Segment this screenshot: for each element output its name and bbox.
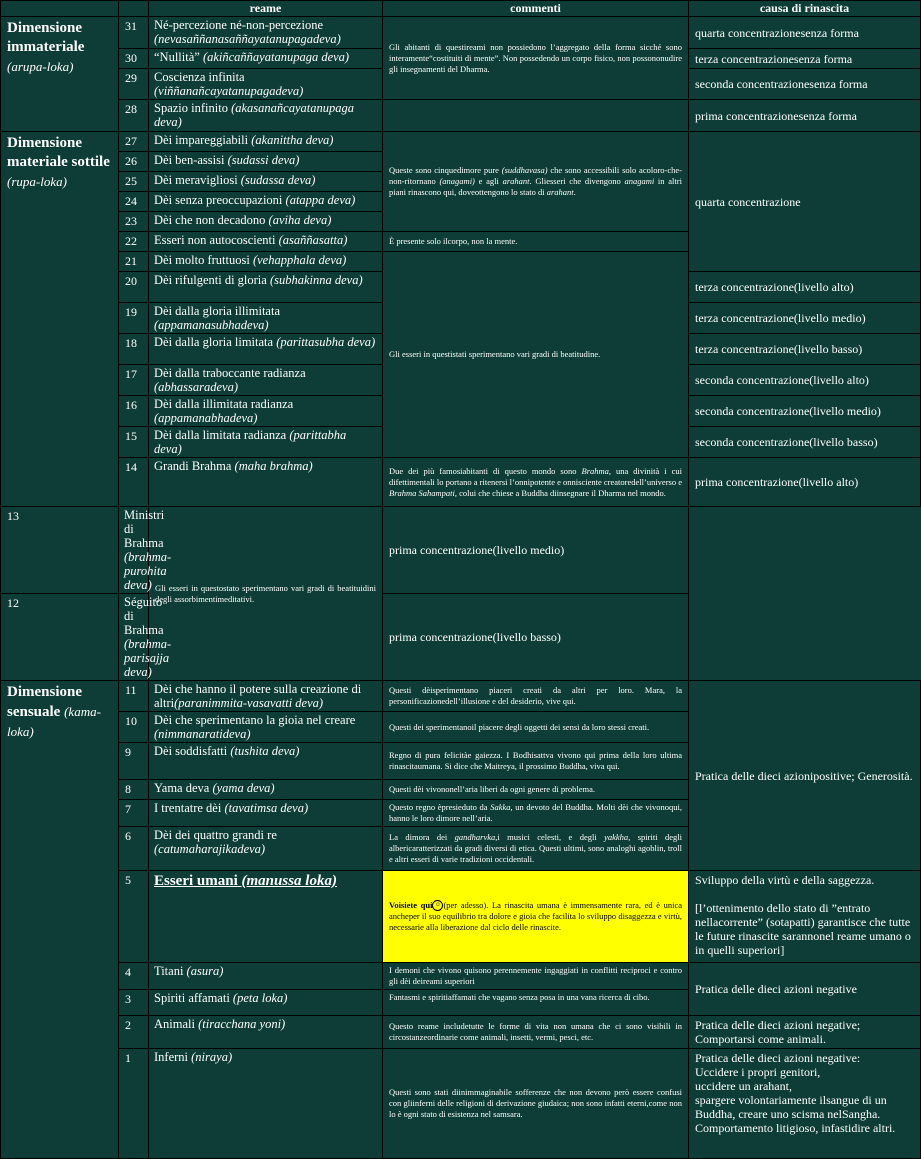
realm-pali: (parittabha deva)	[154, 428, 347, 456]
realm-name	[149, 990, 383, 1016]
comment-term: arahant	[502, 176, 530, 186]
comment-text: , colui che chiese a Buddha diinsegnare il Dharma nel mondo.	[454, 487, 666, 498]
realm-label: Esseri non autocoscienti	[154, 233, 276, 247]
sphere-immaterial	[1, 17, 119, 132]
realm-name	[149, 780, 383, 800]
realm-label: Dèi senza preoccupazioni	[154, 193, 283, 207]
realm-name	[149, 800, 383, 827]
realm-pali: (akasanañcayatanupaga deva)	[154, 101, 354, 129]
comment-text: La dimora dei	[389, 832, 455, 842]
comment-text: che sono accessibili solo acoloro-che-non-ritornano	[389, 165, 682, 186]
sphere-material	[1, 132, 119, 507]
cause-18: terza concentrazione(livello basso)	[689, 334, 921, 365]
cause-5	[689, 871, 921, 963]
comment-9: Regno di pura felicitàe gaiezza. I Bodhisattva vivono qui prima della loro ultima rinascitaumana. Si dice che Maitreya, il prossimo Buddha, viva qui.	[383, 743, 689, 780]
cause-13: prima concentrazione(livello medio)	[383, 507, 689, 594]
realm-name	[149, 172, 383, 192]
comment-28	[383, 100, 689, 132]
comment-31-29: Gli abitanti di questireami non possiedono l’aggregato della forma sicché sono interamente“costituiti di mente”. Non possedendo un corpo fisico, non possononudire gli insegnamenti del Dharma.	[383, 17, 689, 100]
realm-number: 7	[119, 800, 149, 827]
comment-term: Brahma	[581, 465, 609, 476]
comment-term: yakkha	[604, 832, 629, 842]
realm-name	[149, 396, 383, 427]
table-row	[1, 681, 921, 712]
cause-4-3: Pratica delle dieci azioni negative	[689, 963, 921, 1016]
realm-number: 1	[119, 1049, 149, 1159]
cause-15: seconda concentrazione(livello basso)	[689, 427, 921, 458]
realm-label: Séguito di Brahma	[124, 595, 164, 637]
comment-14	[383, 458, 689, 507]
sphere-title: Dimensione sensuale	[7, 684, 82, 720]
comment-text: in altri piani rinascono qui, doveottengono lo stato di	[389, 176, 682, 197]
comment-term: gandharvka	[454, 832, 496, 842]
cause-14: prima concentrazione(livello alto)	[689, 458, 921, 507]
realm-label: Dèi dalla illimitata radianza	[154, 397, 294, 411]
sphere-subtitle: (kama-loka)	[7, 704, 101, 739]
realm-label: Spiriti affamati	[154, 991, 230, 1005]
realm-label: Dèi meravigliosi	[154, 173, 238, 187]
realm-pali: (abhassaradeva)	[154, 380, 239, 394]
realm-number: 14	[119, 458, 149, 507]
realm-label: Dèi ben-assisi	[154, 153, 225, 167]
realm-pali: (brahma-purohita deva)	[124, 550, 172, 592]
realm-number: 17	[119, 365, 149, 396]
cause-line: [l’ottenimento dello stato di ”entrato nellacorrente” (sotapatti) garantisce che tutte le future rinascite sarannonel reame umano o in quelli superiori]	[695, 901, 911, 957]
comment-text: . Gliesseri che divengono	[529, 176, 625, 186]
realm-name	[149, 49, 383, 69]
realm-pali: (paranimmita-vasavatti deva)	[174, 696, 324, 710]
cause-19: terza concentrazione(livello medio)	[689, 303, 921, 334]
realm-name	[149, 69, 383, 100]
realm-number: 4	[119, 963, 149, 990]
realm-label: Spazio infinito	[154, 101, 228, 115]
realm-name	[149, 272, 383, 303]
comment-text: , una divinità i cui difettimentali lo portano a ritenersi l’onnipotente e onnisciente creatoredell’universo e	[389, 465, 682, 487]
cause-30: terza concentrazionesenza forma	[689, 49, 921, 69]
cause-line: spargere volontariamente ilsangue di un Buddha, creare uno scisma nelSangha.	[695, 1093, 887, 1121]
realm-number: 16	[119, 396, 149, 427]
realm-name	[149, 1049, 383, 1159]
realm-pali: (asura)	[186, 964, 224, 978]
cause-12: prima concentrazione(livello basso)	[383, 594, 689, 681]
realm-pali: (atappa deva)	[285, 193, 356, 207]
table-row	[1, 871, 921, 963]
table-row	[1, 100, 921, 132]
realm-pali: (viññanañcayatanupagadeva)	[154, 84, 304, 98]
comment-1: Questi sono stati diinimmaginabile sofferenze che non devono però essere confusi con gliinferni delle religioni di derivazione giudaica; non sono infatti eterni,come non lo è ogni stato di esistenza nel samsara.	[383, 1049, 689, 1159]
realm-number: 23	[119, 212, 149, 232]
realm-name	[119, 507, 172, 594]
realm-pali: (sudassa deva)	[240, 173, 316, 187]
realm-pali: (yama deva)	[212, 781, 275, 795]
table-row	[1, 507, 921, 594]
realm-label: “Nullità”	[154, 50, 200, 64]
header-sphere	[1, 1, 119, 17]
comment-22: È presente solo ilcorpo, non la mente.	[383, 232, 689, 252]
realm-label: Titani	[154, 964, 184, 978]
realm-name	[119, 594, 172, 681]
realm-number: 19	[119, 303, 149, 334]
sphere-title: Dimensione materiale sottile	[7, 135, 110, 170]
realm-number: 10	[119, 712, 149, 743]
comment-text: Due dei più famosiabitanti di questo mondo sono	[389, 465, 582, 476]
cause-11-6: Pratica delle dieci azionipositive; Generosità.	[689, 681, 921, 871]
realm-name	[149, 365, 383, 396]
realm-number: 15	[119, 427, 149, 458]
realm-number: 25	[119, 172, 149, 192]
realm-number: 2	[119, 1016, 149, 1049]
realm-pali: (niraya)	[191, 1050, 233, 1064]
realm-number: 3	[119, 990, 149, 1016]
realm-pali: (parittasubha deva)	[276, 335, 376, 349]
cause-line: Pratica delle dieci azioni negative:	[695, 1051, 861, 1065]
cause-line: uccidere un arahant,	[695, 1079, 792, 1093]
smiley-icon: ☺	[432, 900, 443, 911]
realm-pali: (peta loka)	[232, 991, 288, 1005]
comment-text: e agli	[474, 176, 503, 186]
realm-label: Dèi impareggiabili	[154, 133, 249, 147]
cause-31: quarta concentrazionesenza forma	[689, 17, 921, 49]
realm-number: 26	[119, 152, 149, 172]
realm-name	[149, 252, 383, 272]
realm-name	[149, 427, 383, 458]
header-realm: reame	[149, 1, 383, 17]
comment-text: Questo regno èpresieduto da	[389, 802, 491, 812]
realm-name	[149, 743, 383, 780]
realm-name	[149, 17, 383, 49]
realm-label: Dèi rifulgenti di gloria	[154, 273, 267, 287]
comment-term: arahant	[546, 187, 574, 197]
realm-number: 13	[1, 507, 119, 594]
realm-label: Dèi dei quattro grandi re	[154, 828, 277, 842]
cause-27-21: quarta concentrazione	[689, 132, 921, 272]
realm-label: Dèi molto fruttuosi	[154, 253, 250, 267]
realm-pali: (nevasaññanasaññayatanupagadeva)	[154, 32, 341, 46]
realm-name	[149, 458, 383, 507]
realm-pali: (catumaharajikadeva)	[154, 842, 266, 856]
realm-pali: (appamanabhadeva)	[154, 411, 258, 425]
realm-name	[149, 232, 383, 252]
realm-name	[149, 192, 383, 212]
realm-pali: (akiñcaññayatanupaga deva)	[202, 50, 350, 64]
realm-name	[149, 132, 383, 152]
realm-label: Dèi che non decadono	[154, 213, 266, 227]
cause-line: Sviluppo della virtù e della saggezza.	[695, 873, 875, 887]
comment-13-12: Gli esseri in questostato sperimentano vari gradi di beatituidini degli assorbimentimeditativi.	[149, 507, 383, 681]
realm-number: 11	[119, 681, 149, 712]
comment-text: (per adesso). La rinascita umana è immensamente rara, ed è unica ancheper il suo equilibrio tra dolore e gioia che facilita lo sviluppo disaggezza e virtù, necessarie alla liberazione dal ciclo delle rinascite.	[389, 899, 682, 933]
comment-text: , un devoto del Buddha. Molti dèi che vivonoqui, hanno le loro dimore nell’aria.	[389, 802, 682, 823]
realm-label: Inferni	[154, 1050, 189, 1064]
comment-3: Fantasmi e spiritiaffamati che vagano senza posa in una vana ricerca di cibo.	[383, 990, 689, 1016]
table-row	[1, 594, 921, 681]
header-number	[119, 1, 149, 17]
comment-text: , spiriti degli albericaratterizzati da gradi diversi di etica. Questi ultimi, sono analoghi agoblin, troll e altri esseri di varie tradizioni occidentali.	[389, 832, 682, 864]
header-cause: causa di rinascita	[689, 1, 921, 17]
cause-17: seconda concentrazione(livello alto)	[689, 365, 921, 396]
comment-27-23	[383, 132, 689, 232]
comment-7	[383, 800, 689, 827]
comment-8: Questi dèi vivononell’aria liberi da ogni genere di problema.	[383, 780, 689, 800]
realm-name	[149, 681, 383, 712]
comment-term: anagami	[624, 176, 655, 186]
realm-number: 8	[119, 780, 149, 800]
realm-pali: (tushita deva)	[230, 744, 300, 758]
header-comments: commenti	[383, 1, 689, 17]
realm-pali: (vehapphala deva)	[252, 253, 347, 267]
realm-label: Né-percezione né-non-percezione	[154, 18, 323, 32]
comment-6	[383, 827, 689, 871]
realm-pali: (manussa loka)	[241, 873, 337, 889]
realm-label: Animali	[154, 1017, 195, 1031]
comment-4: I demoni che vivono quisono perennemente ingaggiati in conflitti reciproci e contro gli dèi deireami superiori	[383, 963, 689, 990]
realm-number: 22	[119, 232, 149, 252]
realm-label: I trentatre dèi	[154, 801, 222, 815]
sphere-sensual	[1, 681, 119, 1159]
realm-number: 6	[119, 827, 149, 871]
realm-name	[149, 827, 383, 871]
realm-pali: (aviha deva)	[268, 213, 332, 227]
realm-number: 5	[119, 871, 149, 963]
comment-term: Sakka	[490, 802, 511, 812]
realm-name	[149, 334, 383, 365]
realm-pali: (akanittha deva)	[251, 133, 334, 147]
realm-number: 28	[119, 100, 149, 132]
table-row	[1, 132, 921, 152]
realm-label: Dèi soddisfatti	[154, 744, 228, 758]
comment-21-15: Gli esseri in questistati sperimentano vari gradi di beatitudine.	[383, 252, 689, 458]
realm-name	[149, 712, 383, 743]
table-row	[1, 1016, 921, 1049]
comment-term: Brahma Sahampati	[389, 487, 455, 498]
realm-label: Coscienza infinita	[154, 70, 245, 84]
realm-number: 31	[119, 17, 149, 49]
cause-line: Comportamento litigioso, infastidire altri.	[695, 1121, 896, 1135]
realm-number: 21	[119, 252, 149, 272]
cause-line: Uccidere i propri genitori,	[695, 1065, 821, 1079]
realm-pali: (tavatimsa deva)	[224, 801, 309, 815]
realm-number: 30	[119, 49, 149, 69]
realm-name	[149, 1016, 383, 1049]
comment-11: Questi dèisperimentano piaceri creati da altri per loro. Mara, la personificazionedell’illusione e del desiderio, vive qui.	[383, 681, 689, 712]
realm-label: Dèi che sperimentano la gioia nel creare	[154, 713, 356, 727]
cause-20: terza concentrazione(livello alto)	[689, 272, 921, 303]
cause-2	[689, 1016, 921, 1049]
header-row	[1, 1, 921, 17]
realm-number: 12	[1, 594, 119, 681]
comment-10: Questi dei sperimentanoil piacere degli oggetti dei sensi da loro stessi creati.	[383, 712, 689, 743]
realm-pali: (brahma-parisajja deva)	[124, 637, 172, 679]
comment-text: .	[573, 187, 576, 197]
sphere-subtitle: (rupa-loka)	[7, 174, 67, 189]
comment-2: Questo reame includetutte le forme di vita non umana che ci sono visibili in circostanzeordinarie come animali, insetti, vermi, pesci, etc.	[383, 1016, 689, 1049]
comment-term: (suddhavasa)	[501, 165, 548, 175]
cause-line: Pratica delle dieci azioni negative;	[695, 1018, 861, 1032]
realm-pali: (nimmanaratideva)	[154, 727, 251, 741]
sphere-subtitle: (arupa-loka)	[7, 59, 74, 74]
realm-name	[149, 100, 383, 132]
cause-line: Comportarsi come animali.	[695, 1032, 826, 1046]
cause-16: seconda concentrazione(livello medio)	[689, 396, 921, 427]
realm-label: Esseri umani	[154, 873, 238, 889]
realm-pali: (maha brahma)	[234, 459, 313, 473]
realm-number: 29	[119, 69, 149, 100]
realm-label: Grandi Brahma	[154, 459, 232, 473]
comment-5-highlight	[383, 871, 689, 963]
realm-number: 20	[119, 272, 149, 303]
table-row	[1, 963, 921, 990]
comment-text: ,i musici celesti, e degli	[495, 832, 605, 842]
realm-name	[149, 212, 383, 232]
realm-label: Dèi dalla limitata radianza	[154, 428, 287, 442]
realm-label: Dèi dalla gloria illimitata	[154, 304, 281, 318]
realm-pali: (asaññasatta)	[278, 233, 348, 247]
you-are-here-label: Voisiete qui	[389, 899, 433, 910]
realm-number: 27	[119, 132, 149, 152]
cause-29: seconda concentrazionesenza forma	[689, 69, 921, 100]
realm-name	[149, 303, 383, 334]
realm-label: Dèi dalla traboccante radianza	[154, 366, 306, 380]
realm-label: Dèi dalla gloria limitata	[154, 335, 274, 349]
realm-number: 18	[119, 334, 149, 365]
table-row	[1, 458, 921, 507]
table-row	[1, 1049, 921, 1159]
table-row	[1, 17, 921, 49]
realm-label: Dèi che hanno il potere sulla creazione di altri	[154, 682, 362, 710]
realm-name	[149, 963, 383, 990]
realm-name	[149, 871, 383, 963]
sphere-title: Dimensione immateriale	[7, 20, 85, 55]
comment-term: (anagami)	[439, 176, 475, 186]
cause-28: prima concentrazionesenza forma	[689, 100, 921, 132]
cause-1	[689, 1049, 921, 1159]
realm-label: Yama deva	[154, 781, 210, 795]
comment-text: Queste sono cinquedimore pure	[389, 165, 502, 175]
realm-pali: (appamanasubhadeva)	[154, 318, 269, 332]
realm-number: 9	[119, 743, 149, 780]
realm-name	[149, 152, 383, 172]
realm-label: Ministri di Brahma	[124, 508, 165, 550]
realm-pali: (tiracchana yoni)	[198, 1017, 286, 1031]
realm-number: 24	[119, 192, 149, 212]
realm-pali: (sudassi deva)	[227, 153, 300, 167]
realm-pali: (subhakinna deva)	[269, 273, 363, 287]
